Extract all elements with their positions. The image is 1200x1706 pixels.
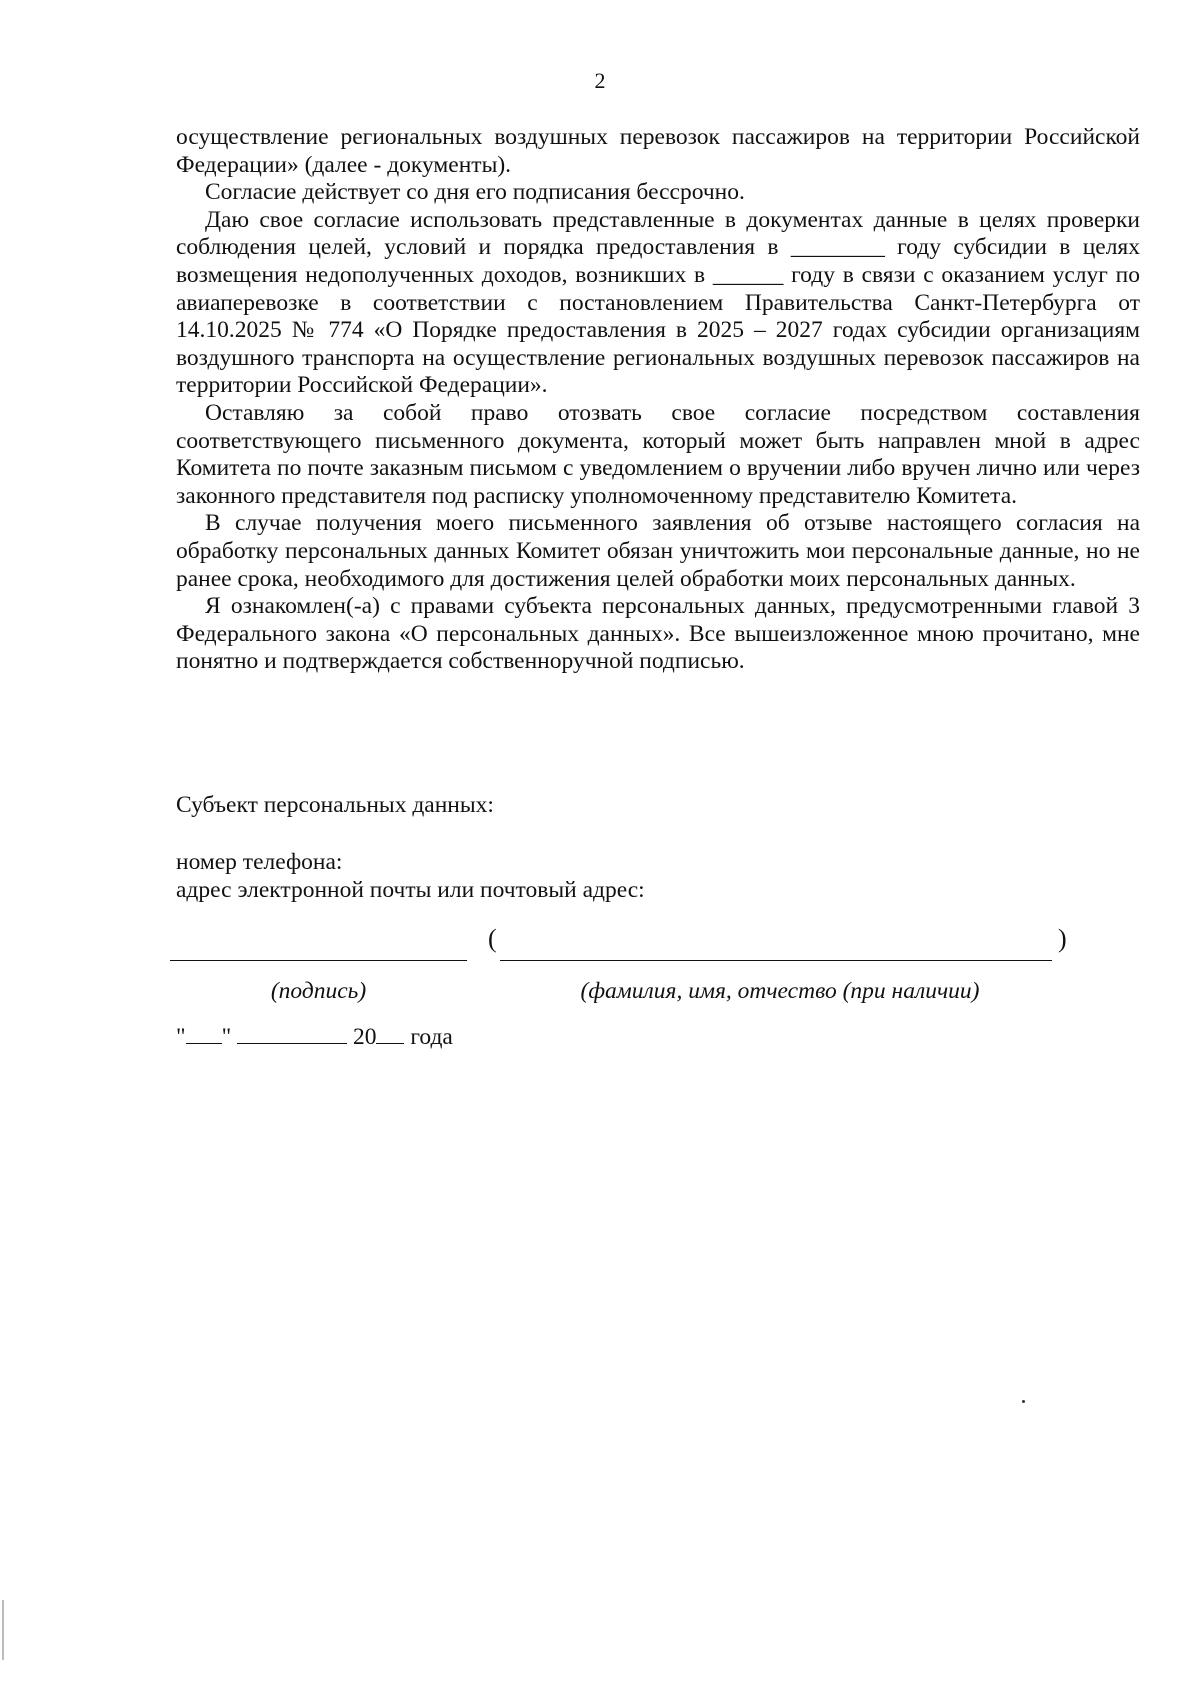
paragraph-acknowledgement: Я ознакомлен(-а) с правами субъекта персональных данных, предусмотренными главой 3 Федерального закона «О персональных данных». Все вышеизложенное мною прочитано, мне понятно и подтверждается собственноручной подписью. (176, 593, 1140, 675)
signature-caption: (подпись) (270, 978, 367, 1004)
scan-edge-mark (2, 1600, 4, 1660)
date-quote-open: " (176, 1024, 186, 1050)
date-row (176, 1024, 453, 1051)
contact-fields (176, 848, 645, 904)
paragraph-consent-purpose: Даю свое согласие использовать представленные в документах данные в целях проверки соблюдения целей, условий и порядка предоставления в ________ году субсидии в целях возмещения недополученных доходов, возникших в ______ году в связи с оказанием услуг по авиаперевозке в соответствии с постановлением Правительства Санкт-Петербурга от 14.10.2025 № 774 «О Порядке предоставления в 2025 – 2027 годах субсидии организациям воздушного транспорта на осуществление региональных воздушных перевозок пассажиров на территории Российской Федерации». (176, 206, 1140, 399)
signature-line[interactable] (170, 960, 467, 961)
full-name-line[interactable] (500, 960, 1052, 961)
date-year-blank[interactable] (376, 1043, 404, 1044)
full-name-caption: (фамилия, имя, отчество (при наличии) (580, 978, 980, 1004)
scan-speck (1022, 1400, 1025, 1403)
date-suffix: года (410, 1024, 453, 1050)
paragraph-revocation-right: Оставляю за собой право отозвать свое согласие посредством составления соответствующего письменного документа, который может быть направлен мной в адрес Комитета по почте заказным письмом с уведомлением о вручении либо вручен лично или через законного представителя под расписку уполномоченному представителю Комитета. (176, 399, 1140, 509)
date-month-blank[interactable] (237, 1043, 347, 1044)
subject-label: Субъект персональных данных: (176, 792, 494, 818)
document-body (176, 124, 1140, 676)
date-year-prefix: 20 (352, 1024, 377, 1050)
phone-label: номер телефона: (176, 849, 343, 875)
paragraph-data-destruction: В случае получения моего письменного заявления об отзыве настоящего согласия на обработку персональных данных Комитет обязан уничтожить мои персональные данные, но не ранее срока, необходимого для достижения целей обработки моих персональных данных. (176, 510, 1140, 592)
paren-close: ) (1058, 924, 1067, 953)
date-day-blank[interactable] (186, 1043, 222, 1044)
date-quote-close: " (221, 1024, 232, 1050)
page-number: 2 (594, 68, 606, 93)
email-address-label: адрес электронной почты или почтовый адрес: (176, 877, 645, 903)
paren-open: ( (488, 924, 497, 953)
paragraph-continuation: осуществление региональных воздушных перевозок пассажиров на территории Российской Федерации» (далее - документы). (176, 124, 1140, 178)
paragraph-validity: Согласие действует со дня его подписания бессрочно. (205, 179, 745, 206)
